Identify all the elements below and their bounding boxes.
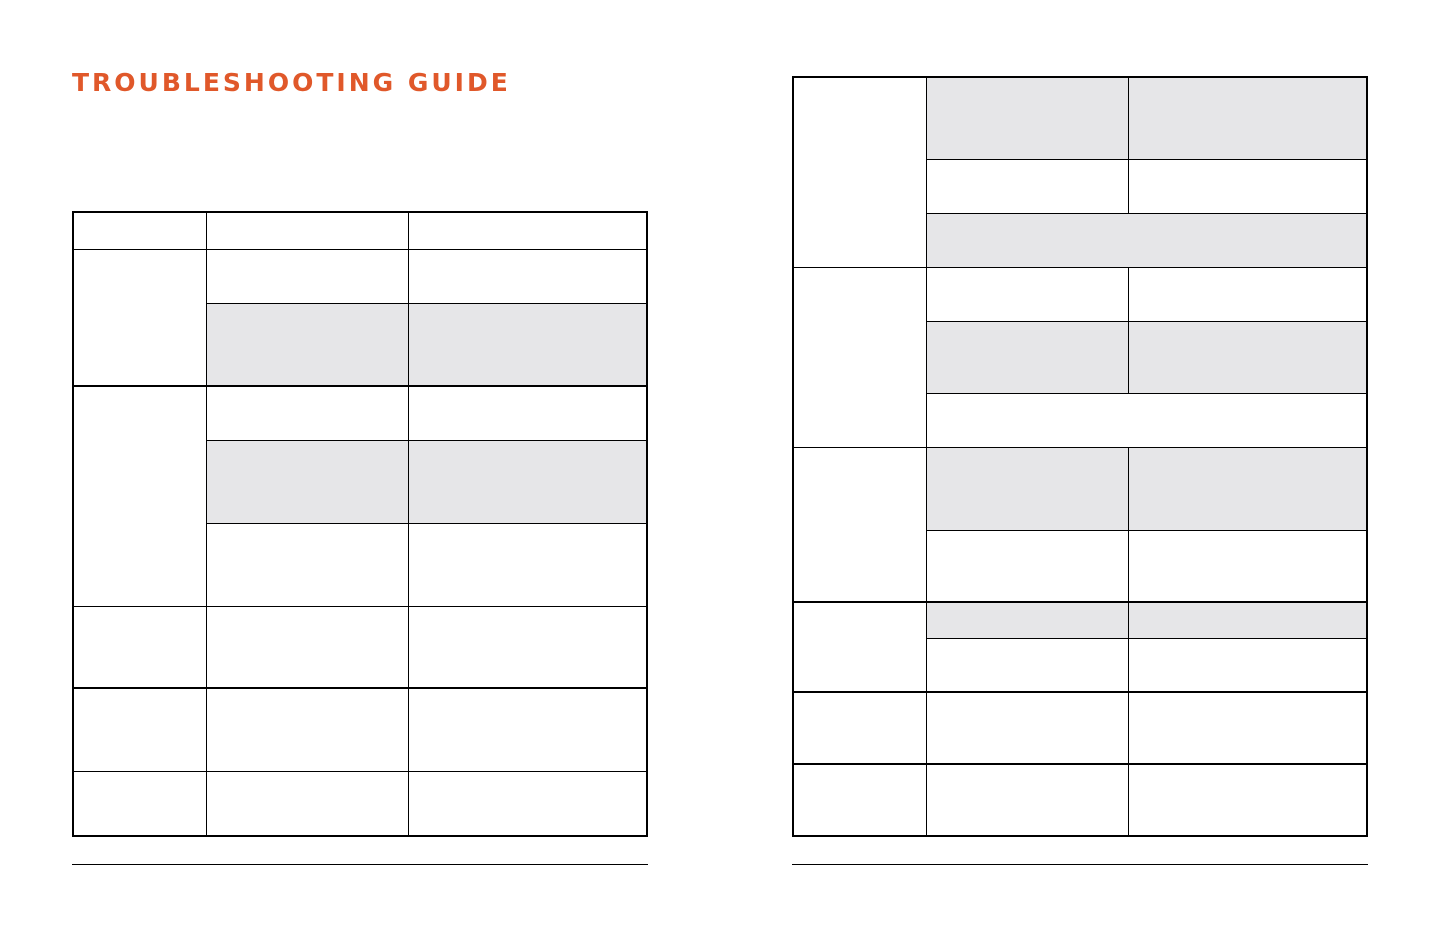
table-solution-cell — [409, 689, 648, 772]
table-problem-cell — [792, 603, 927, 693]
table-solution-cell — [409, 772, 648, 837]
table-cause-cell — [207, 524, 409, 607]
table-problem-cell — [792, 448, 927, 603]
table-solution-cell — [409, 441, 648, 524]
table-cause-cell — [207, 441, 409, 524]
table-note-cell — [927, 394, 1368, 448]
table-solution-cell — [1129, 603, 1368, 639]
table-problem-cell — [792, 268, 927, 448]
table-cause-cell — [207, 607, 409, 689]
table-header-cell — [409, 211, 648, 250]
table-solution-cell — [1129, 322, 1368, 394]
table-solution-cell — [1129, 765, 1368, 837]
table-solution-cell — [1129, 268, 1368, 322]
table-solution-cell — [1129, 76, 1368, 160]
table-cause-cell — [927, 268, 1129, 322]
table-header-cell — [207, 211, 409, 250]
table-solution-cell — [1129, 448, 1368, 531]
table-problem-cell — [792, 693, 927, 765]
page-title: TROUBLESHOOTING GUIDE — [72, 68, 511, 97]
table-problem-cell — [72, 689, 207, 772]
table-solution-cell — [1129, 160, 1368, 214]
table-cause-cell — [207, 772, 409, 837]
table-solution-cell — [1129, 693, 1368, 765]
table-cause-cell — [207, 387, 409, 441]
table-cause-cell — [927, 765, 1129, 837]
table-cause-cell — [927, 531, 1129, 603]
table-note-cell — [927, 214, 1368, 268]
table-cause-cell — [927, 76, 1129, 160]
table-solution-cell — [409, 607, 648, 689]
table-cause-cell — [927, 160, 1129, 214]
table-cause-cell — [927, 639, 1129, 693]
table-solution-cell — [409, 250, 648, 304]
table-cause-cell — [927, 603, 1129, 639]
table-cause-cell — [207, 250, 409, 304]
table-solution-cell — [409, 387, 648, 441]
footer-rule-left — [72, 864, 648, 865]
table-problem-cell — [792, 76, 927, 268]
footer-rule-right — [792, 864, 1368, 865]
table-problem-cell — [72, 387, 207, 607]
table-solution-cell — [409, 524, 648, 607]
table-problem-cell — [72, 250, 207, 387]
table-cause-cell — [927, 693, 1129, 765]
table-solution-cell — [1129, 531, 1368, 603]
table-problem-cell — [792, 765, 927, 837]
table-problem-cell — [72, 607, 207, 689]
table-header-cell — [72, 211, 207, 250]
table-solution-cell — [1129, 639, 1368, 693]
table-cause-cell — [207, 304, 409, 387]
table-problem-cell — [72, 772, 207, 837]
table-cause-cell — [927, 322, 1129, 394]
table-solution-cell — [409, 304, 648, 387]
table-cause-cell — [207, 689, 409, 772]
table-cause-cell — [927, 448, 1129, 531]
